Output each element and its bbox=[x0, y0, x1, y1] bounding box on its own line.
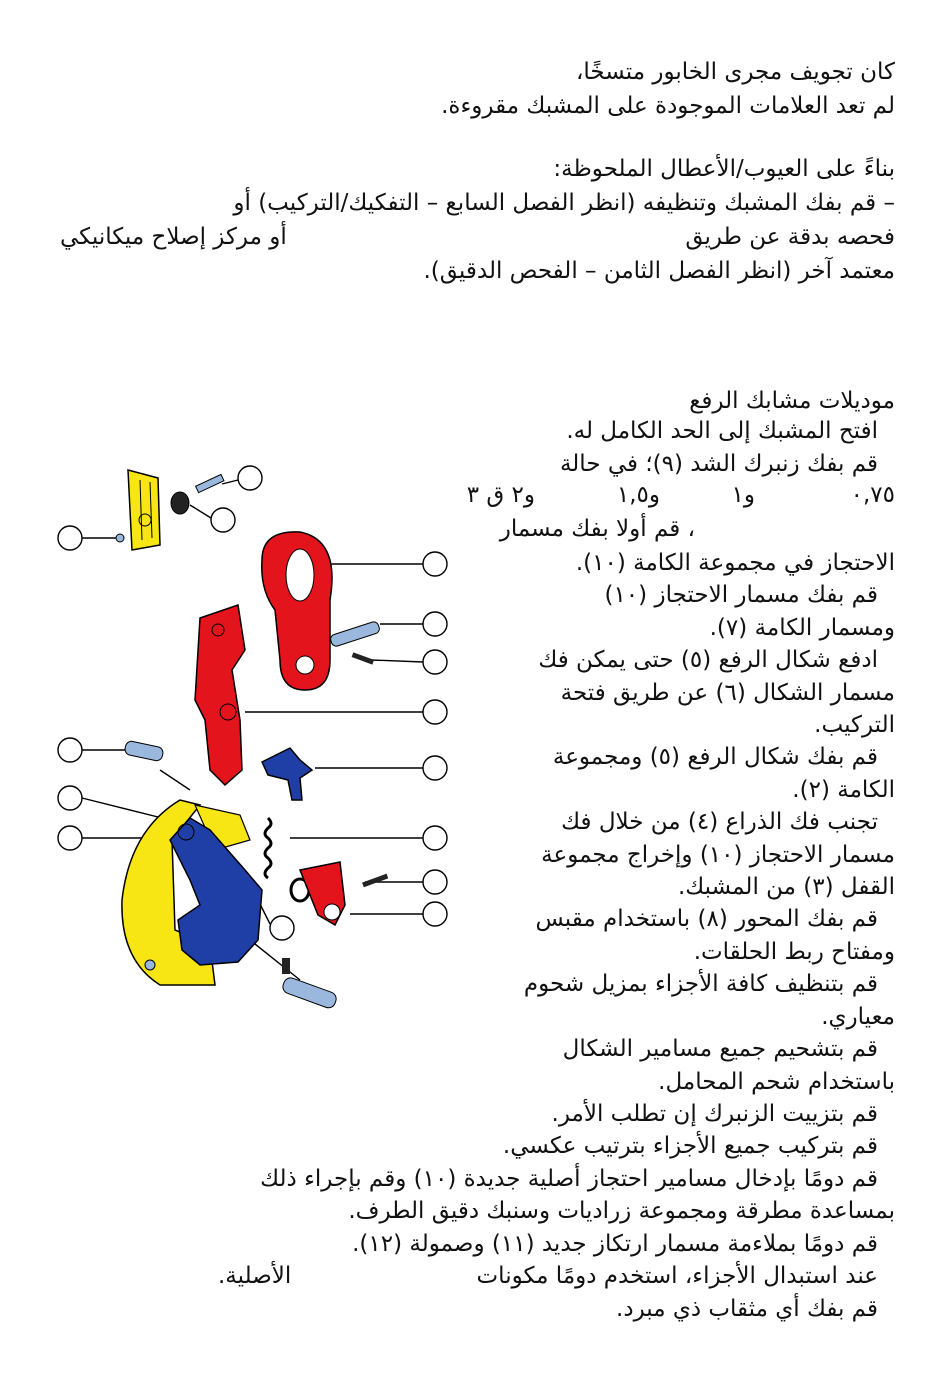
callout-circle bbox=[423, 552, 447, 576]
callout-circle bbox=[58, 826, 82, 850]
step-text: قم بفك شكال الرفع (٥) ومجموعة bbox=[552, 744, 878, 770]
callout-circle bbox=[211, 508, 235, 532]
step-text: قم دومًا بملاءمة مسمار ارتكاز جديد (١١) وصمولة (١٢). bbox=[352, 1231, 878, 1257]
step-text: الكامة (٢). bbox=[792, 777, 895, 803]
step-text: باستخدام شحم المحامل. bbox=[658, 1069, 895, 1095]
text-line: معتمد آخر (انظر الفصل الثامن – الفحص الدقيق). bbox=[423, 258, 895, 284]
text-line: فحصه بدقة عن طريق bbox=[685, 224, 895, 250]
step-text: قم بفك المحور (٨) باستخدام مقبس bbox=[535, 906, 878, 932]
step-text: قم بتركيب جميع الأجزاء بترتيب عكسي. bbox=[502, 1133, 878, 1159]
callout-circle bbox=[58, 786, 82, 810]
step-text: قم دومًا بإدخال مسامير احتجاز أصلية جديدة (١٠) وقم بإجراء ذلك bbox=[260, 1166, 878, 1192]
callout-circle bbox=[423, 756, 447, 780]
callout-circle bbox=[423, 826, 447, 850]
step-text: مسمار الشكال (٦) عن طريق فتحة bbox=[560, 680, 895, 706]
model-size: و٢ ق ٣ bbox=[466, 482, 535, 508]
step-text: الأصلية. bbox=[218, 1263, 292, 1289]
step-text: قم بتنظيف كافة الأجزاء بمزيل شحوم bbox=[523, 971, 878, 997]
text-line: أو مركز إصلاح ميكانيكي bbox=[60, 224, 287, 250]
step-text: ، قم أولا بفك مسمار bbox=[499, 516, 695, 542]
callout-circle bbox=[270, 916, 294, 940]
text-line: – قم بفك المشبك وتنظيفه (انظر الفصل السابع – التفكيك/التركيب) أو bbox=[233, 190, 895, 216]
step-text: التركيب. bbox=[814, 712, 895, 738]
step-text: قم بتشحيم جميع مسامير الشكال bbox=[562, 1036, 878, 1062]
step-text: ادفع شكال الرفع (٥) حتى يمكن فك bbox=[538, 647, 878, 673]
step-text: مسمار الاحتجاز (١٠) وإخراج مجموعة bbox=[541, 842, 895, 868]
model-size: ٠,٧٥ bbox=[850, 482, 895, 508]
text-line: بناءً على العيوب/الأعطال الملحوظة: bbox=[553, 156, 895, 182]
callout-circle bbox=[423, 700, 447, 724]
step-text: قم بفك زنبرك الشد (٩)؛ في حالة bbox=[559, 451, 878, 477]
step-text: قم بفك مسمار الاحتجاز (١٠) bbox=[604, 582, 878, 608]
step-text: عند استبدال الأجزاء، استخدم دومًا مكونات bbox=[476, 1263, 878, 1289]
step-text: ومفتاح ربط الحلقات. bbox=[693, 939, 895, 965]
step-text: قم بفك أي مثقاب ذي مبرد. bbox=[616, 1296, 878, 1322]
model-size: و١ bbox=[731, 482, 755, 508]
step-text: قم بتزييت الزنبرك إن تطلب الأمر. bbox=[551, 1101, 878, 1127]
callout-circle bbox=[423, 870, 447, 894]
step-text: بمساعدة مطرقة ومجموعة زراديات وسنبك دقيق الطرف. bbox=[348, 1198, 895, 1224]
step-text: تجنب فك الذراع (٤) من خلال فك bbox=[561, 809, 878, 835]
text-line: لم تعد العلامات الموجودة على المشبك مقروءة. bbox=[441, 93, 895, 119]
step-text: معياري. bbox=[821, 1004, 895, 1030]
section-title: موديلات مشابك الرفع bbox=[689, 388, 895, 414]
callout-circle bbox=[58, 526, 82, 550]
callout-circle bbox=[423, 612, 447, 636]
step-text: ومسمار الكامة (٧). bbox=[709, 615, 895, 641]
model-size: و١,٥ bbox=[616, 482, 660, 508]
callout-circle bbox=[58, 738, 82, 762]
step-text: القفل (٣) من المشبك. bbox=[677, 874, 895, 900]
step-text: افتح المشبك إلى الحد الكامل له. bbox=[566, 418, 878, 444]
callout-circle bbox=[238, 466, 262, 490]
text-line: كان تجويف مجرى الخابور متسخًا، bbox=[576, 59, 895, 85]
exploded-clamp-diagram bbox=[0, 0, 470, 1050]
step-text: الاحتجاز في مجموعة الكامة (١٠). bbox=[575, 550, 895, 576]
callout-circle bbox=[423, 650, 447, 674]
callout-circle bbox=[423, 902, 447, 926]
